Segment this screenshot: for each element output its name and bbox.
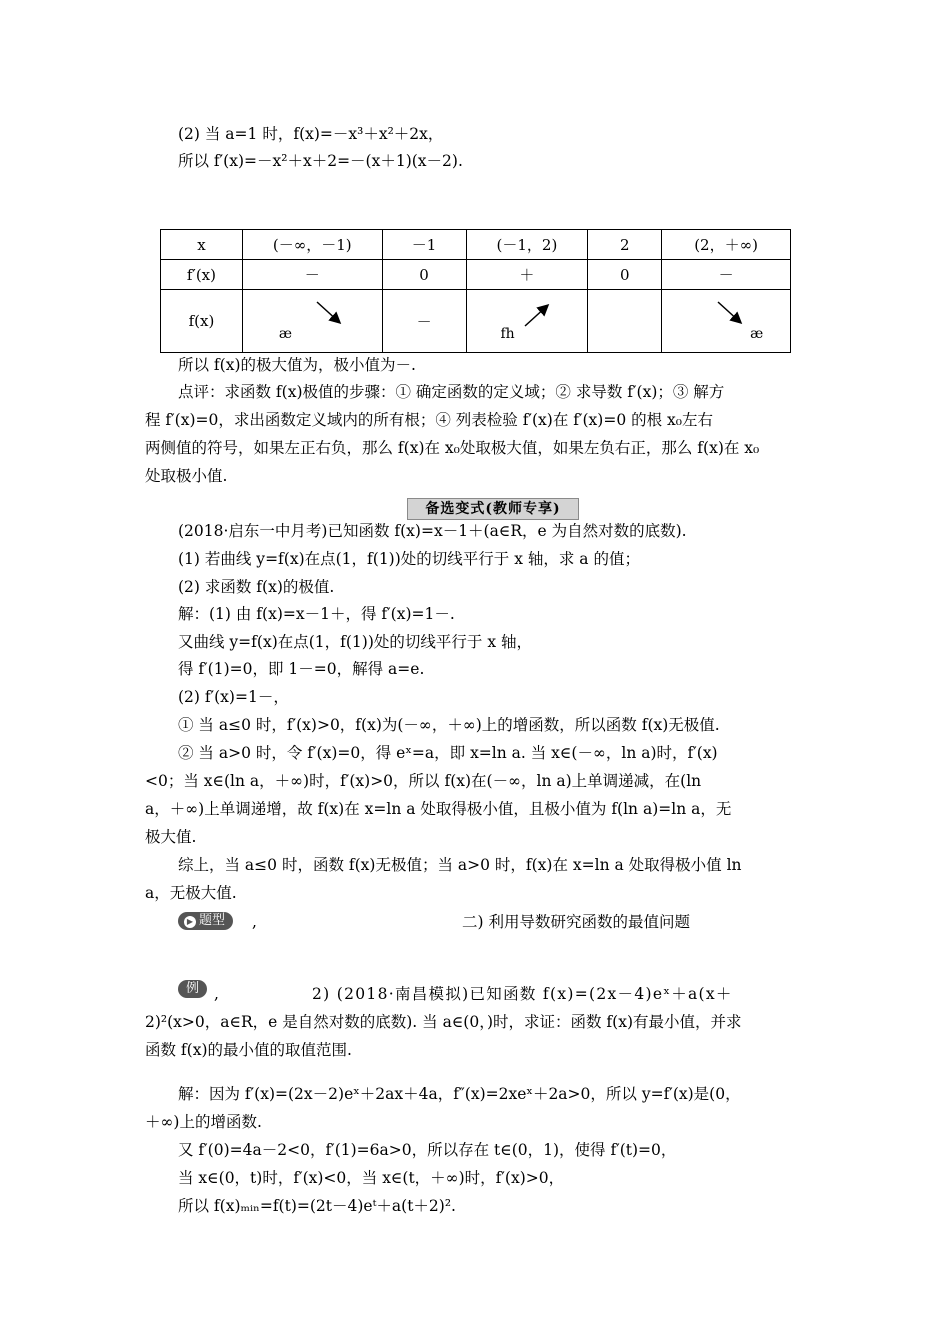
variant-line: (2) f′(x)=1－， [178,688,289,706]
variant-line: a，无极大值. [145,884,237,902]
variant-line: ② 当 a>0 时，令 f′(x)=0，得 eˣ=a，即 x=ln a. 当 x∈(－∞，ln a)时，f′(x) [178,744,718,762]
table-cell: － [242,260,382,290]
table-cell: －1 [382,230,466,260]
variant-line: 得 f′(1)=0，即 1－=0，解得 a=e. [178,660,425,678]
increasing-mark: fh [500,326,515,342]
variant-line: (1) 若曲线 y=f(x)在点(1，f(1))处的切线平行于 x 轴，求 a 的值； [178,550,640,568]
arrow-up-right-icon [521,300,555,330]
decreasing-mark: æ [750,326,764,342]
table-cell: － [382,290,466,353]
arrow-down-right-icon [313,298,347,328]
monotonicity-table [160,229,791,353]
solution-line: 又 f′(0)=4a－2<0，f′(1)=6a>0，所以存在 t∈(0，1)，使得 f′(t)=0， [178,1141,677,1159]
section-banner: 备选变式(教师专享) [407,498,579,520]
variant-line: 又曲线 y=f(x)在点(1，f(1))处的切线平行于 x 轴， [178,633,532,651]
arrow-down-right-icon [714,298,748,328]
play-icon: ▶ [184,916,196,928]
variant-line: <0；当 x∈(ln a，＋∞)时，f′(x)>0，所以 f(x)在(－∞，ln a)上单调递减，在(ln [145,772,702,790]
variant-line: a，＋∞)上单调递增，故 f(x)在 x=ln a 处取得极小值，且极小值为 f(ln a)=ln a，无 [145,800,732,818]
table-cell [588,290,662,353]
variant-line: ① 当 a≤0 时，f′(x)>0，f(x)为(－∞，＋∞)上的增函数，所以函数 f(x)无极值. [178,716,720,734]
solution-line: 解：因为 f′(x)=(2x－2)eˣ＋2ax＋4a，f″(x)=2xeˣ＋2a>0，所以 y=f′(x)是(0， [178,1085,741,1103]
section-comma: , [252,913,257,931]
example-line: 2)²(x>0，a∈R，e 是自然对数的底数). 当 a∈(0，)时，求证：函数 f(x)有最小值，并求 [145,1013,742,1031]
table-cell: 2 [588,230,662,260]
table-cell: ＋ [466,260,588,290]
table-cell [662,290,791,353]
comment-line: 两侧值的符号，如果左正右负，那么 f(x)在 x₀处取极大值，如果左负右正，那么 f(x)在 x₀ [145,439,760,457]
table-cell: (－1，2) [466,230,588,260]
variant-line: 综上，当 a≤0 时，函数 f(x)无极值；当 a>0 时，f(x)在 x=ln a 处取得极小值 ln [178,856,742,874]
table-cell: (2，＋∞) [662,230,791,260]
table-row [161,290,791,353]
solution-line: 所以 f(x)ₘᵢₙ=f(t)=(2t－4)eᵗ＋a(t＋2)². [178,1197,456,1215]
comment-line: 点评：求函数 f(x)极值的步骤：① 确定函数的定义域；② 求导数 f′(x)；③ 解方 [178,383,725,401]
example-tag: 例 [178,980,207,998]
variant-line: (2018·启东一中月考)已知函数 f(x)=x－1＋(a∈R，e 为自然对数的底数). [178,522,687,540]
solution-line: ＋∞)上的增函数. [145,1113,262,1131]
part2-line1: (2) 当 a=1 时，f(x)=－x³＋x²＋2x， [178,125,444,143]
table-cell: f(x) [161,290,243,353]
section-title: 二) 利用导数研究函数的最值问题 [462,913,690,931]
table-cell: f′(x) [161,260,243,290]
example-line: 2) (2018·南昌模拟)已知函数 f(x)=(2x－4)eˣ＋a(x＋ [312,985,733,1003]
topic-tag [178,912,233,930]
table-cell: 0 [588,260,662,290]
table-row [161,260,791,290]
example-line: 函数 f(x)的最小值的取值范围. [145,1041,352,1059]
table-cell [466,290,588,353]
summary-line: 所以 f(x)的极大值为，极小值为－. [178,356,416,374]
table-cell: x [161,230,243,260]
solution-line: 当 x∈(0，t)时，f′(x)<0，当 x∈(t，＋∞)时，f′(x)>0， [178,1169,565,1187]
table-cell: (－∞，－1) [242,230,382,260]
table-cell [242,290,382,353]
table-cell: － [662,260,791,290]
comment-line: 处取极小值. [145,467,228,485]
variant-line: 解：(1) 由 f(x)=x－1＋，得 f′(x)=1－. [178,605,455,623]
decreasing-mark: æ [278,326,293,342]
variant-line: 极大值. [145,828,197,846]
comment-line: 程 f′(x)=0，求出函数定义域内的所有根；④ 列表检验 f′(x)在 f′(x)=0 的根 x₀左右 [145,411,713,429]
variant-line: (2) 求函数 f(x)的极值. [178,578,335,596]
part2-line2: 所以 f′(x)=－x²＋x＋2=－(x＋1)(x－2). [178,152,463,170]
table-cell: 0 [382,260,466,290]
table-row [161,230,791,260]
topic-tag-label: 题型 [199,913,226,928]
example-comma: , [214,985,219,1003]
